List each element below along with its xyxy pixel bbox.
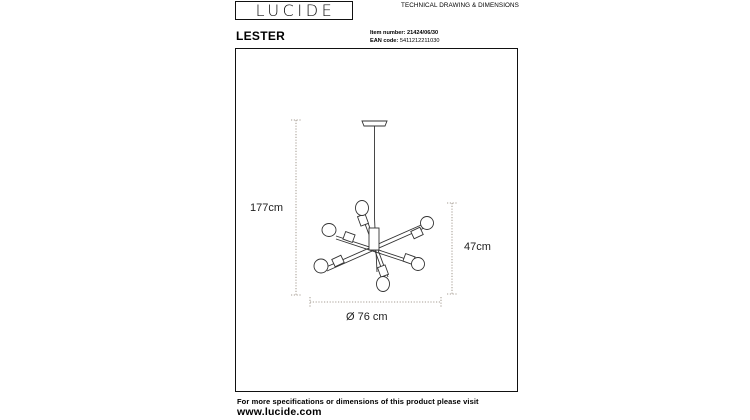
socket	[332, 255, 344, 266]
item-number-value: 21424/06/30	[407, 30, 439, 36]
socket	[378, 265, 389, 277]
lamp-drawing	[314, 121, 434, 292]
logo-text: LUCIDE	[255, 0, 336, 20]
socket	[343, 232, 355, 243]
diameter-label: Ø 76 cm	[346, 311, 388, 323]
footer-website-link[interactable]: www.lucide.com	[237, 406, 322, 418]
bulb	[377, 277, 390, 292]
ean-code-label: EAN code:	[370, 38, 399, 44]
product-name: LESTER	[236, 29, 286, 43]
bulb	[314, 259, 328, 273]
bulb	[412, 258, 425, 271]
footer-info-text: For more specifications or dimensions of this product please visit	[237, 397, 479, 406]
dimension-lines	[291, 120, 457, 307]
bulb	[322, 224, 336, 237]
ceiling-rose	[362, 121, 387, 126]
body-height-label: 47cm	[464, 241, 491, 253]
bulb	[356, 201, 369, 216]
total-height-label: 177cm	[250, 202, 284, 214]
item-number-label: Item number:	[370, 30, 406, 36]
document-title: TECHNICAL DRAWING & DIMENSIONS	[401, 2, 519, 9]
ean-code-value: 5411212211030	[399, 38, 440, 44]
bulb	[421, 217, 434, 230]
central-hub	[369, 228, 379, 250]
